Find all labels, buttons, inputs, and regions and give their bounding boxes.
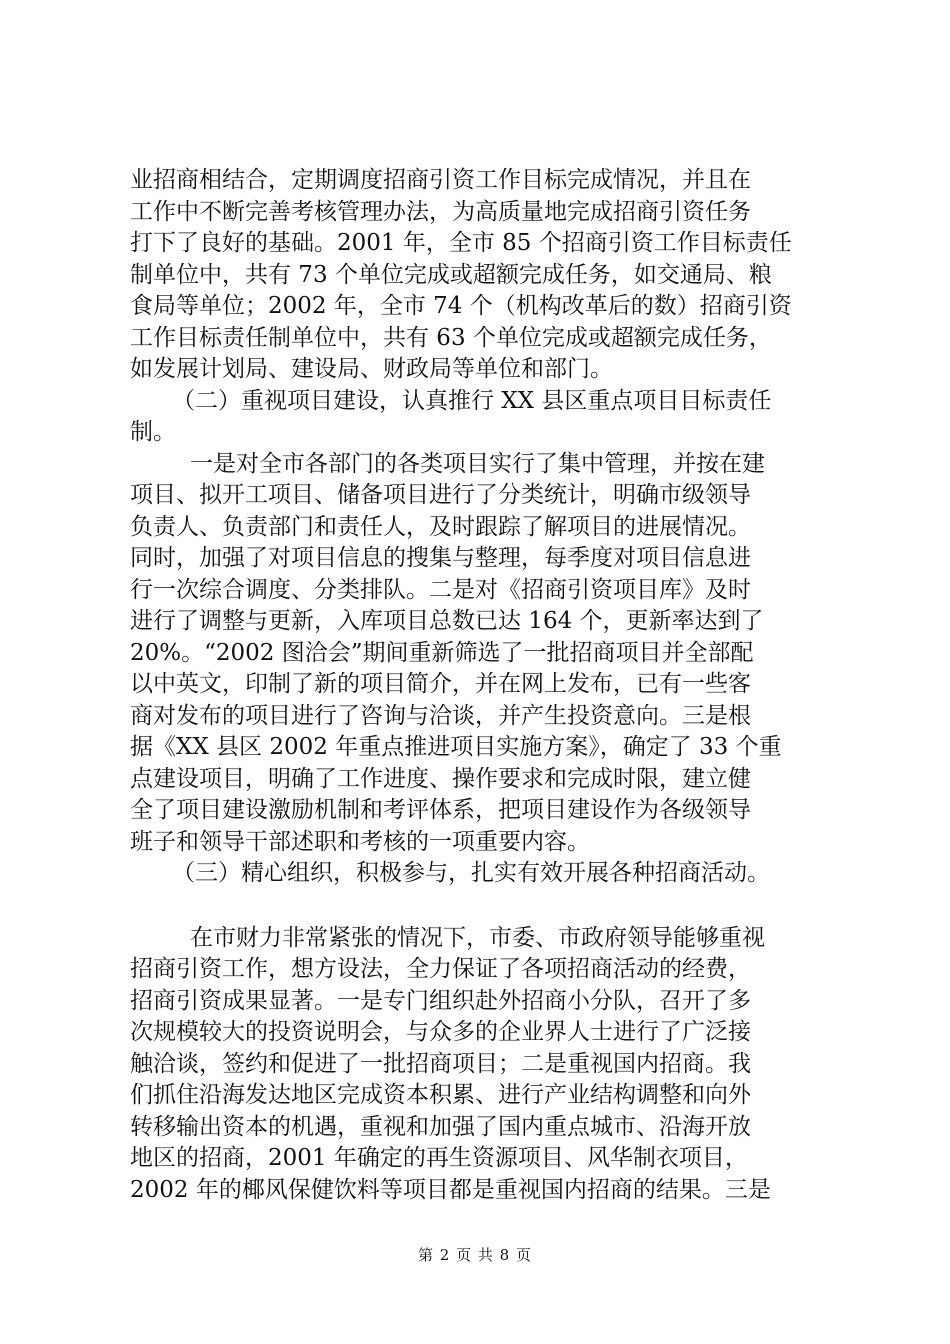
paragraph-line (130, 986, 830, 1018)
text-line: 制单位中，共有 73 个单位完成或超额完成任务，如交通局、粮 (130, 261, 772, 288)
paragraph-line (130, 827, 830, 859)
paragraph-line (130, 543, 830, 575)
paragraph-line (130, 732, 830, 764)
text-line: 2002 年的椰风保健饮料等项目都是重视国内招商的结果。三是 (130, 1176, 771, 1203)
paragraph-line (130, 260, 830, 292)
text-line: 商对发布的项目进行了咨询与洽谈，并产生投资意向。三是根 (130, 702, 751, 729)
paragraph-line (130, 512, 830, 544)
paragraph-line (130, 795, 830, 827)
text-line: 20%。“2002 图洽会”期间重新筛选了一批招商项目并全部配 (130, 639, 754, 666)
text-line: 同时，加强了对项目信息的搜集与整理，每季度对项目信息进 (130, 545, 751, 571)
paragraph-line (130, 323, 830, 355)
paragraph-line (130, 1080, 830, 1112)
text-line: 招商引资工作，想方设法，全力保证了各项招商活动的经费， (130, 956, 751, 982)
paragraph-line (130, 1112, 830, 1144)
paragraph-line (130, 606, 830, 638)
paragraph-line (130, 1049, 830, 1081)
text-line: 以中英文，印制了新的项目简介，并在网上发布，已有一些客 (130, 671, 751, 697)
text-line: 点建设项目，明确了工作进度、操作要求和完成时限，建立健 (130, 765, 751, 792)
text-line: 触洽谈，签约和促进了一批招商项目；二是重视国内招商。我 (130, 1050, 751, 1077)
paragraph-line (130, 1175, 830, 1207)
paragraph-line (130, 954, 830, 986)
paragraph-line (130, 923, 830, 955)
paragraph-line (130, 480, 830, 512)
text-line: 进行了调整与更新，入库项目总数已达 164 个，更新率达到了 (130, 608, 764, 634)
text-line: 打下了良好的基础。2001 年，全市 85 个招商引资工作目标责任 (130, 230, 792, 256)
paragraph-line (130, 1143, 830, 1175)
paragraph-line (130, 638, 830, 670)
text-line: 项目、拟开工项目、储备项目进行了分类统计，明确市级领导 (130, 482, 751, 508)
paragraph-line (130, 228, 830, 260)
text-line: 食局等单位；2002 年，全市 74 个（机构改革后的数）招商引资 (130, 293, 792, 319)
heading-line: （三）精心组织，积极参与，扎实有效开展各种招商活动。 (172, 860, 770, 886)
text-line: 工作目标责任制单位中，共有 63 个单位完成或超额完成任务， (130, 324, 772, 351)
text-line: 地区的招商，2001 年确定的再生资源项目、风华制衣项目， (130, 1145, 748, 1171)
page-number-label: 第 2 页 共 8 页 (418, 1246, 532, 1264)
section-heading-2 (130, 386, 830, 418)
text-line: 负责人、负责部门和责任人，及时跟踪了解项目的进展情况。 (130, 513, 751, 540)
paragraph-line (130, 165, 830, 197)
heading-line: （二）重视项目建设，认真推行 XX 县区重点项目目标责任 (172, 387, 772, 414)
text-line: 全了项目建设激励机制和考评体系，把项目建设作为各级领导 (130, 797, 751, 823)
heading-line: 制。 (130, 419, 176, 445)
text-line: 如发展计划局、建设局、财政局等单位和部门。 (130, 356, 613, 382)
text-line: 在市财力非常紧张的情况下，市委、市政府领导能够重视 (190, 924, 765, 951)
section-heading-3 (130, 858, 830, 890)
text-line: 们抓住沿海发达地区完成资本积累、进行产业结构调整和向外 (130, 1082, 751, 1108)
text-line: 业招商相结合，定期调度招商引资工作目标完成情况，并且在 (130, 167, 751, 193)
text-line: 据《XX 县区 2002 年重点推进项目实施方案》，确定了 33 个重 (130, 734, 782, 760)
text-line: 工作中不断完善考核管理办法，为高质量地完成招商引资任务 (130, 198, 751, 225)
text-line: 行一次综合调度、分类排队。二是对《招商引资项目库》及时 (130, 576, 751, 603)
paragraph-line (130, 291, 830, 323)
text-line: 招商引资成果显著。一是专门组织赴外招商小分队，召开了多 (130, 987, 751, 1014)
paragraph-line (130, 197, 830, 229)
paragraph-line (130, 354, 830, 386)
text-line: 次规模较大的投资说明会，与众多的企业界人士进行了广泛接 (130, 1019, 751, 1045)
paragraph-line (130, 1017, 830, 1049)
text-line: 一是对全市各部门的各类项目实行了集中管理，并按在建 (190, 450, 765, 477)
paragraph-line (130, 701, 830, 733)
paragraph-line (130, 575, 830, 607)
section-heading-2-continued (130, 417, 830, 449)
document-body (130, 165, 830, 1206)
text-line: 班子和领导干部述职和考核的一项重要内容。 (130, 828, 590, 855)
paragraph-line (130, 449, 830, 481)
text-line: 转移输出资本的机遇，重视和加强了国内重点城市、沿海开放 (130, 1113, 751, 1140)
page-footer (0, 1244, 950, 1265)
blank-line (130, 890, 830, 923)
paragraph-line (130, 764, 830, 796)
paragraph-line (130, 669, 830, 701)
